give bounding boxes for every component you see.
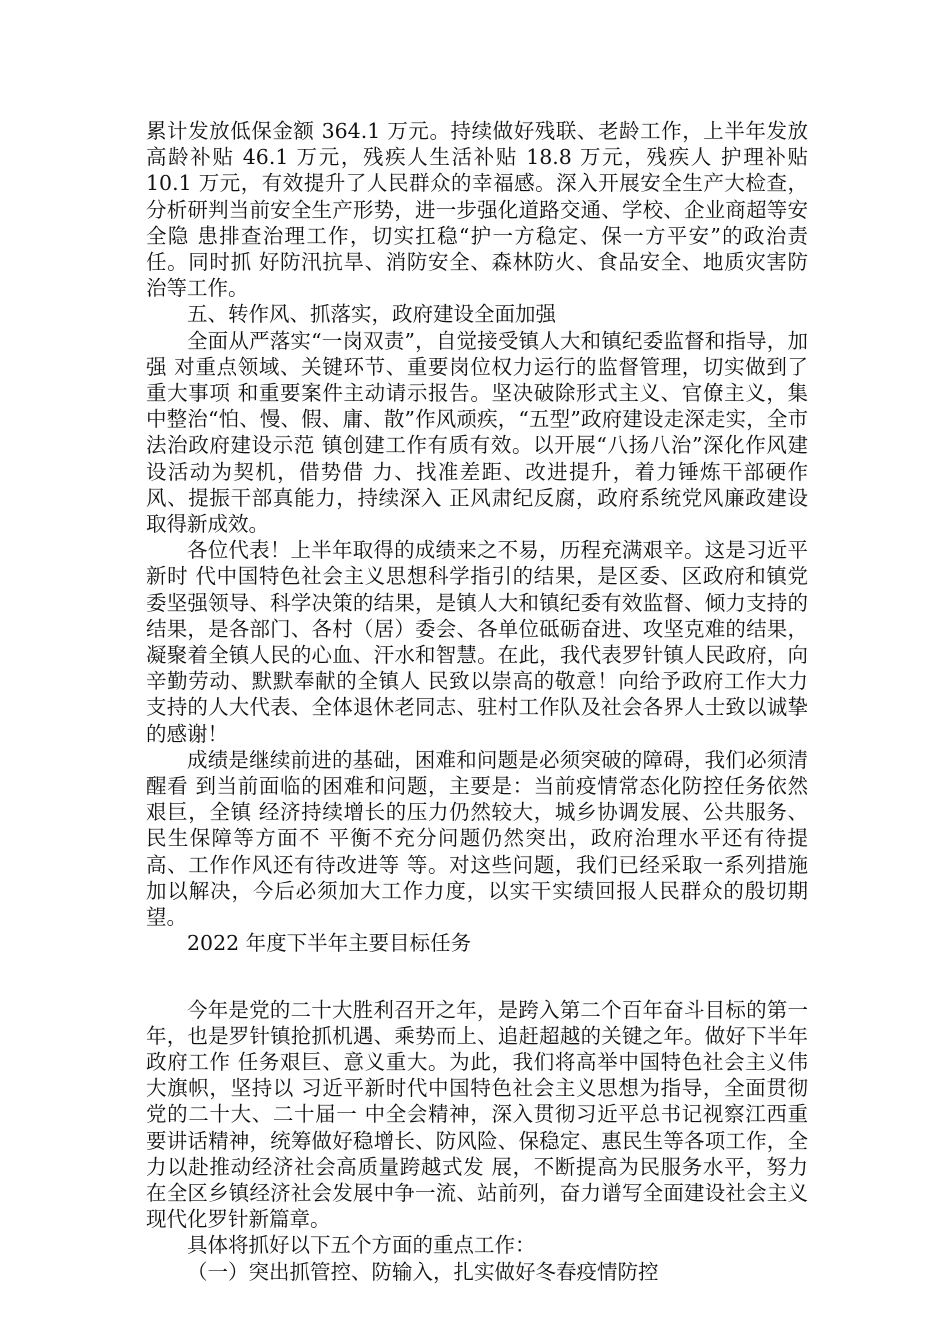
section-heading-second-half-tasks: 2022 年度下半年主要目标任务 (187, 931, 472, 956)
blank-line (146, 957, 808, 997)
document-body (146, 118, 808, 1285)
subheading-epidemic-control: （一）突出抓管控、防输入，扎实做好冬春疫情防控 (187, 1259, 659, 1284)
paragraph-problems: 成绩是继续前进的基础，困难和问题是必须突破的障碍，我们必须清醒看 到当前面临的困难和问题，主要是：当前疫情常态化防控任务依然艰巨，全镇 经济持续增长的压力仍然较大，城乡协调发展、公共服务、民生保障等方面不 平衡不充分问题仍然突出，政府治理水平还有待提高、工作作风还有待改进等 等。对这些问题，我们已经采取一系列措施加以解决，今后必须加大工作力度，以实干实绩回报人民群众的殷切期望。 (146, 747, 808, 930)
paragraph-welfare-safety: 累计发放低保金额 364.1 万元。持续做好残联、老龄工作，上半年发放高龄补贴 46.1 万元，残疾人生活补贴 18.8 万元，残疾人 护理补贴 10.1 万元，有效提升了人民群众的幸福感。深入开展安全生产大检查，分析研判当前安全生产形势，进一步强化道路交通、学校、企业商超等安全隐 患排查治理工作，切实扛稳“护一方稳定、保一方平安”的政治责任。同时抓 好防汛抗旱、消防安全、森林防火、食品安全、地质灾害防治等工作。 (146, 119, 808, 301)
section-heading-five: 五、转作风、抓落实，政府建设全面加强 (187, 302, 556, 327)
paragraph-key-work-intro: 具体将抓好以下五个方面的重点工作： (187, 1233, 536, 1258)
paragraph-overall-goals: 今年是党的二十大胜利召开之年，是跨入第二个百年奋斗目标的第一年，也是罗针镇抢抓机遇、乘势而上、追赶超越的关键之年。做好下半年政府工作 任务艰巨、意义重大。为此，我们将高举中国特色社会主义伟大旗帜，坚持以 习近平新时代中国特色社会主义思想为指导，全面贯彻党的二十大、二十届一 中全会精神，深入贯彻习近平总书记视察江西重要讲话精神，统筹做好稳增长、防风险、保稳定、惠民生等各项工作，全力以赴推动经济社会高质量跨越式发 展，不断提高为民服务水平，努力在全区乡镇经济社会发展中争一流、站前列，奋力谱写全面建设社会主义现代化罗针新篇章。 (146, 997, 808, 1232)
paragraph-acknowledgement: 各位代表！上半年取得的成绩来之不易，历程充满艰辛。这是习近平新时 代中国特色社会主义思想科学指引的结果，是区委、区政府和镇党委坚强领导、科学决策的结果，是镇人大和镇纪委有效监督、倾力支持的结果，是各部门、各村（居）委会、各单位砥砺奋进、攻坚克难的结果，凝聚着全镇人民的心血、汗水和智慧。在此，我代表罗针镇人民政府，向辛勤劳动、默默奉献的全镇人 民致以崇高的敬意！向给予政府工作大力支持的人大代表、全体退休老同志、驻村工作队及社会各界人士致以诚挚的感谢！ (146, 538, 808, 746)
paragraph-government-building: 全面从严落实“一岗双责”，自觉接受镇人大和镇纪委监督和指导，加强 对重点领域、关键环节、重要岗位权力运行的监督管理，切实做到了重大事项 和重要案件主动请示报告。坚决破除形式主义、官僚主义，集中整治“怕、慢、假、庸、散”作风顽疾，“五型”政府建设走深走实，全市法治政府建设示范 镇创建工作有质有效。以开展“八扬八治”深化作风建设活动为契机，借势借 力、找准差距、改进提升，着力锤炼干部硬作风、提振干部真能力，持续深入 正风肃纪反腐，政府系统党风廉政建设取得新成效。 (146, 328, 808, 537)
